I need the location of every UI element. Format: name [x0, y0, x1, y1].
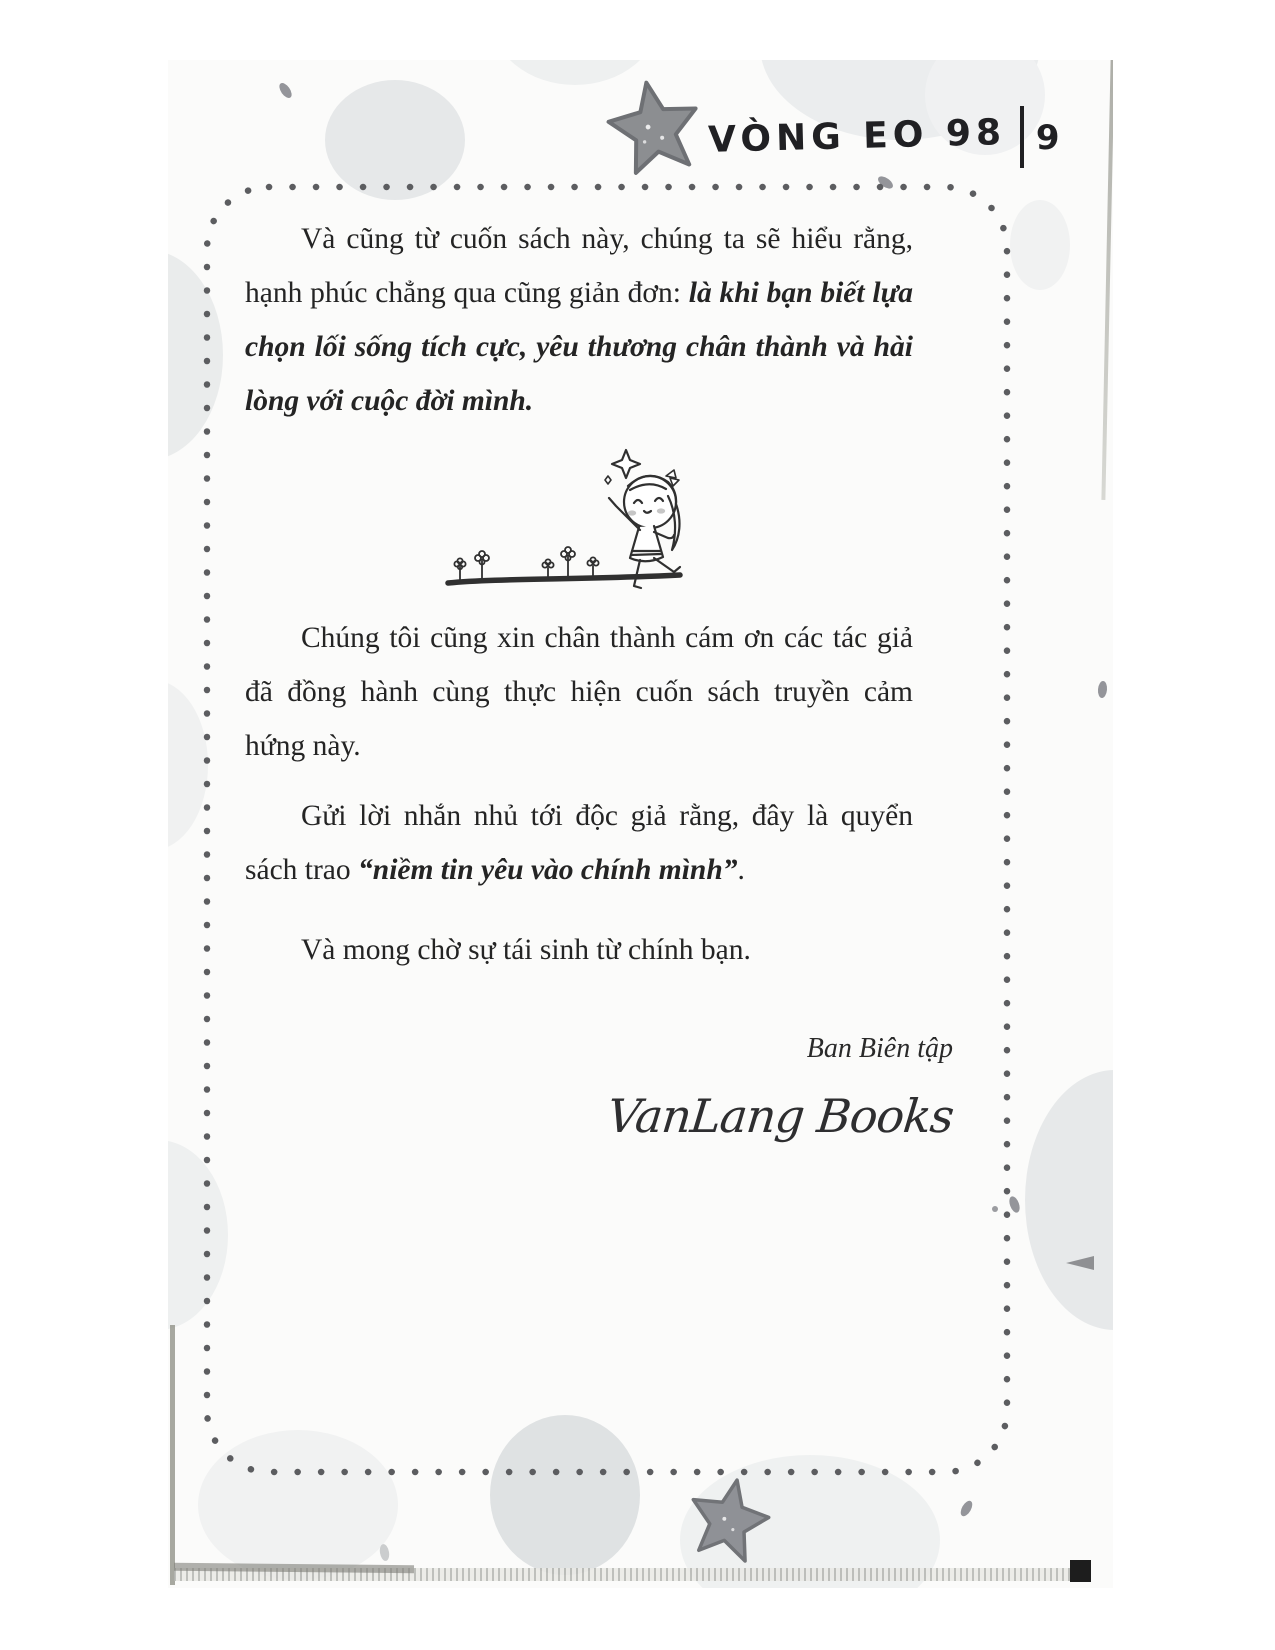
paragraph-3 — [245, 789, 913, 897]
paragraph-1-text: Và cũng từ cuốn sách này, chúng ta sẽ hiểu rằng, hạnh phúc chẳng qua cũng giản đơn: — [245, 223, 913, 309]
paragraph-2: Chúng tôi cũng xin chân thành cám ơn các tác giả đã đồng hành cùng thực hiện cuốn sách truyền cảm hứng này. — [245, 622, 913, 762]
editorial-board-label: Ban Biên tập — [806, 1033, 953, 1064]
book-title: VÒNG EO 98 — [707, 112, 1007, 161]
paragraph-3-text: Gửi lời nhắn nhủ tới độc giả rằng, đây là quyển sách trao — [245, 800, 913, 886]
petal-decoration — [277, 81, 294, 100]
paragraph-4: Và mong chờ sự tái sinh từ chính bạn. — [301, 934, 751, 966]
paragraph-3-period: . — [737, 854, 745, 886]
page-edge-shadow — [1101, 60, 1113, 500]
page-edge-shadow — [170, 1325, 175, 1585]
petal-decoration — [379, 1543, 391, 1561]
watercolor-blob — [1025, 1070, 1113, 1330]
header-star-icon — [596, 68, 712, 184]
page-number: 9 — [1035, 118, 1060, 158]
petal-decoration — [958, 1499, 974, 1518]
scan-artifact — [1070, 1560, 1091, 1582]
publisher-signature: VanLang Books — [604, 1089, 956, 1143]
scanned-page — [168, 60, 1113, 1588]
petal-decoration — [1097, 681, 1107, 699]
footer-star-icon — [677, 1466, 781, 1570]
signature-block — [285, 1033, 956, 1143]
header-divider — [1020, 106, 1024, 168]
paragraph-1-emphasis: là khi bạn biết lựa chọn lối sống tích cực, yêu thương chân thành và hài lòng với cuộc đời mình. — [245, 277, 914, 417]
page-content — [245, 212, 956, 1143]
girl-doodle-illustration — [430, 446, 700, 596]
page-header — [708, 102, 1060, 168]
paragraph-3-emphasis: “niềm tin yêu vào chính mình” — [358, 854, 738, 886]
paragraph-1 — [245, 212, 913, 428]
